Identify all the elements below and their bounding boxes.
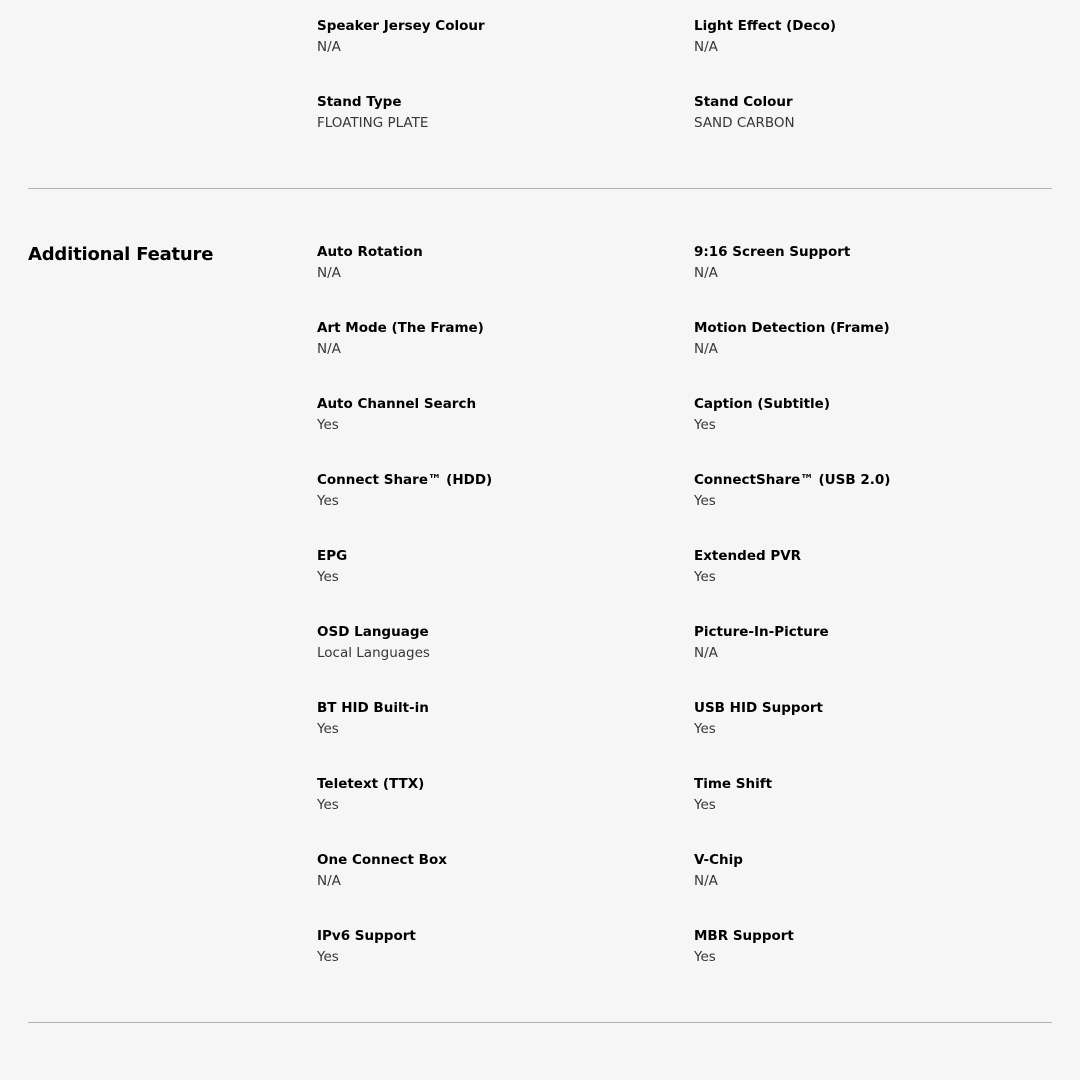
spec-label: Light Effect (Deco): [694, 18, 837, 34]
spec-label: 9:16 Screen Support: [694, 244, 851, 260]
spec-label: V-Chip: [694, 852, 743, 868]
spec-row: [317, 16, 1052, 92]
spec-value: N/A: [694, 341, 718, 357]
design-spec-grid: [317, 16, 1052, 168]
spec-value: Yes: [694, 417, 716, 433]
spec-item: [694, 318, 1054, 360]
spec-item: [317, 394, 677, 436]
spec-value: Yes: [317, 493, 339, 509]
spec-label: OSD Language: [317, 624, 429, 640]
section-divider: [28, 188, 1052, 189]
spec-row: [317, 242, 1052, 318]
spec-item: [694, 622, 1054, 664]
spec-label: Connect Share™ (HDD): [317, 472, 493, 488]
section-title: Additional Feature: [28, 244, 214, 265]
spec-label: Extended PVR: [694, 548, 802, 564]
spec-value: N/A: [694, 39, 718, 55]
spec-item: [694, 394, 1054, 436]
spec-item: [317, 850, 677, 892]
spec-label: Teletext (TTX): [317, 776, 425, 792]
spec-row: [317, 470, 1052, 546]
spec-label: Art Mode (The Frame): [317, 320, 484, 336]
spec-row: [317, 698, 1052, 774]
spec-item: [317, 698, 677, 740]
spec-label: ConnectShare™ (USB 2.0): [694, 472, 891, 488]
spec-item: [694, 774, 1054, 816]
spec-row: [317, 774, 1052, 850]
spec-row: [317, 546, 1052, 622]
spec-label: Auto Rotation: [317, 244, 423, 260]
spec-value: Yes: [694, 949, 716, 965]
spec-item: [694, 470, 1054, 512]
spec-label: Picture-In-Picture: [694, 624, 829, 640]
spec-label: IPv6 Support: [317, 928, 416, 944]
spec-item: [694, 242, 1054, 284]
spec-label: MBR Support: [694, 928, 794, 944]
spec-value: N/A: [694, 645, 718, 661]
spec-value: Yes: [317, 721, 339, 737]
spec-row: [317, 394, 1052, 470]
spec-label: BT HID Built-in: [317, 700, 429, 716]
spec-row: [317, 318, 1052, 394]
spec-value: Yes: [694, 493, 716, 509]
spec-value: N/A: [317, 341, 341, 357]
spec-item: [694, 16, 1054, 58]
additional-feature-grid: [317, 242, 1052, 1002]
spec-item: [317, 92, 677, 134]
spec-value: Local Languages: [317, 645, 430, 661]
spec-value: Yes: [317, 949, 339, 965]
spec-item: [317, 242, 677, 284]
spec-label: Stand Colour: [694, 94, 793, 110]
additional-feature-section: [28, 242, 1052, 1002]
spec-value: SAND CARBON: [694, 115, 795, 131]
spec-label: Motion Detection (Frame): [694, 320, 890, 336]
spec-item: [694, 546, 1054, 588]
spec-value: Yes: [694, 797, 716, 813]
spec-value: N/A: [317, 39, 341, 55]
spec-value: Yes: [317, 797, 339, 813]
section-divider: [28, 1022, 1052, 1023]
spec-item: [694, 92, 1054, 134]
spec-value: Yes: [694, 569, 716, 585]
spec-value: Yes: [317, 417, 339, 433]
spec-item: [694, 926, 1054, 968]
spec-value: FLOATING PLATE: [317, 115, 429, 131]
spec-value: Yes: [317, 569, 339, 585]
spec-label: Speaker Jersey Colour: [317, 18, 485, 34]
spec-item: [317, 546, 677, 588]
spec-value: Yes: [694, 721, 716, 737]
spec-label: Auto Channel Search: [317, 396, 477, 412]
spec-row: [317, 850, 1052, 926]
spec-value: N/A: [317, 873, 341, 889]
spec-row: [317, 92, 1052, 168]
spec-item: [317, 774, 677, 816]
spec-value: N/A: [694, 265, 718, 281]
spec-value: N/A: [317, 265, 341, 281]
spec-label: Stand Type: [317, 94, 402, 110]
spec-label: EPG: [317, 548, 348, 564]
spec-item: [317, 622, 677, 664]
design-spec-section: [28, 16, 1052, 146]
spec-label: Time Shift: [694, 776, 773, 792]
spec-item: [317, 16, 677, 58]
spec-label: USB HID Support: [694, 700, 823, 716]
spec-item: [317, 926, 677, 968]
spec-item: [317, 470, 677, 512]
spec-item: [694, 850, 1054, 892]
spec-label: Caption (Subtitle): [694, 396, 831, 412]
spec-item: [694, 698, 1054, 740]
spec-value: N/A: [694, 873, 718, 889]
spec-row: [317, 926, 1052, 1002]
spec-row: [317, 622, 1052, 698]
spec-item: [317, 318, 677, 360]
spec-label: One Connect Box: [317, 852, 447, 868]
